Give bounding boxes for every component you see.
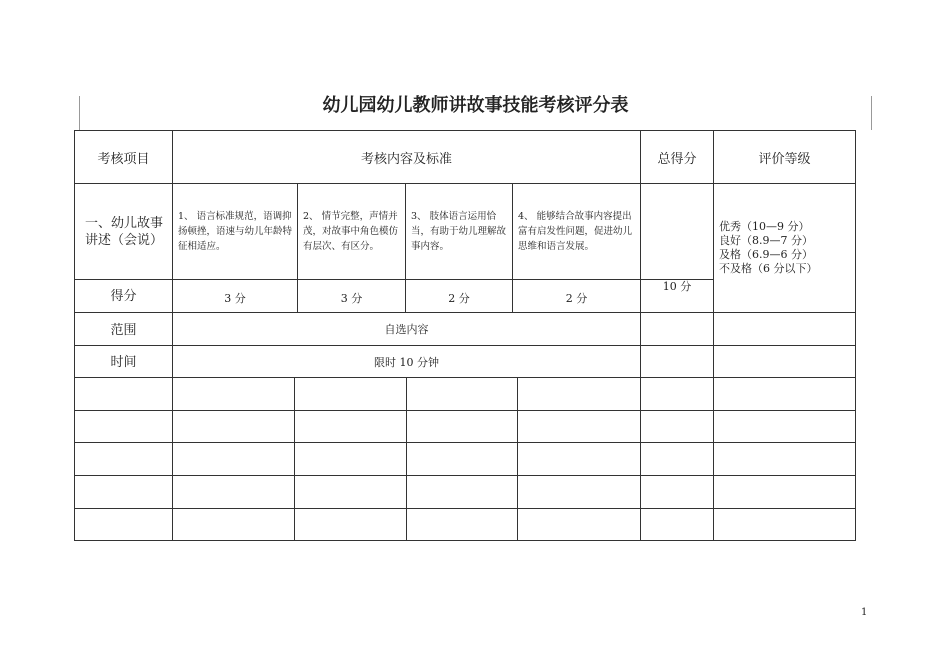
col-divider	[640, 131, 641, 540]
score-label: 得分	[110, 288, 137, 304]
grade-pass: 及格（6.9—6 分）	[719, 248, 813, 261]
page-title: 幼儿园幼儿教师讲故事技能考核评分表	[322, 95, 629, 116]
scope-value: 自选内容	[384, 323, 429, 336]
score-3: 2 分	[448, 291, 470, 305]
grade-good: 良好（8.9—7 分）	[719, 234, 813, 247]
item-storytelling: 一、幼儿故事讲述（会说）	[84, 216, 163, 248]
criterion-3: 3、 肢体语言运用恰当，有助于幼儿理解故事内容。	[411, 211, 507, 252]
row-divider	[75, 377, 855, 378]
header-item: 考核项目	[97, 151, 150, 167]
col-divider	[406, 377, 407, 540]
time-value: 限时 10 分钟	[374, 355, 439, 369]
score-1: 3 分	[224, 291, 246, 305]
col-divider	[517, 377, 518, 540]
grade-fail: 不及格（6 分以下）	[719, 262, 818, 275]
score-table	[74, 130, 856, 541]
header-total: 总得分	[657, 151, 697, 167]
grade-levels	[719, 220, 853, 280]
header-grade: 评价等级	[758, 151, 811, 167]
header-content: 考核内容及标准	[360, 151, 452, 167]
page-number: 1	[861, 607, 868, 618]
row-divider	[75, 410, 855, 411]
row-divider	[75, 508, 855, 509]
criterion-2: 2、 情节完整，声情并茂，对故事中角色模仿有层次、有区分。	[303, 211, 399, 252]
col-divider	[713, 131, 714, 540]
row-divider	[75, 183, 855, 184]
criterion-4: 4、 能够结合故事内容提出富有启发性问题，促进幼儿思维和语言发展。	[518, 211, 633, 252]
total-score: 10 分	[662, 280, 692, 293]
grade-excellent: 优秀（10—9 分）	[719, 220, 810, 233]
criterion-1: 1、 语言标准规范，语调抑扬顿挫，语速与幼儿年龄特征相适应。	[178, 211, 293, 252]
time-label: 时间	[110, 355, 137, 370]
row-divider	[75, 475, 855, 476]
col-divider	[294, 377, 295, 540]
score-2: 3 分	[340, 291, 363, 305]
score-4: 2 分	[565, 291, 588, 305]
scope-label: 范围	[110, 322, 137, 338]
title-box	[79, 96, 872, 130]
row-divider	[75, 442, 855, 443]
